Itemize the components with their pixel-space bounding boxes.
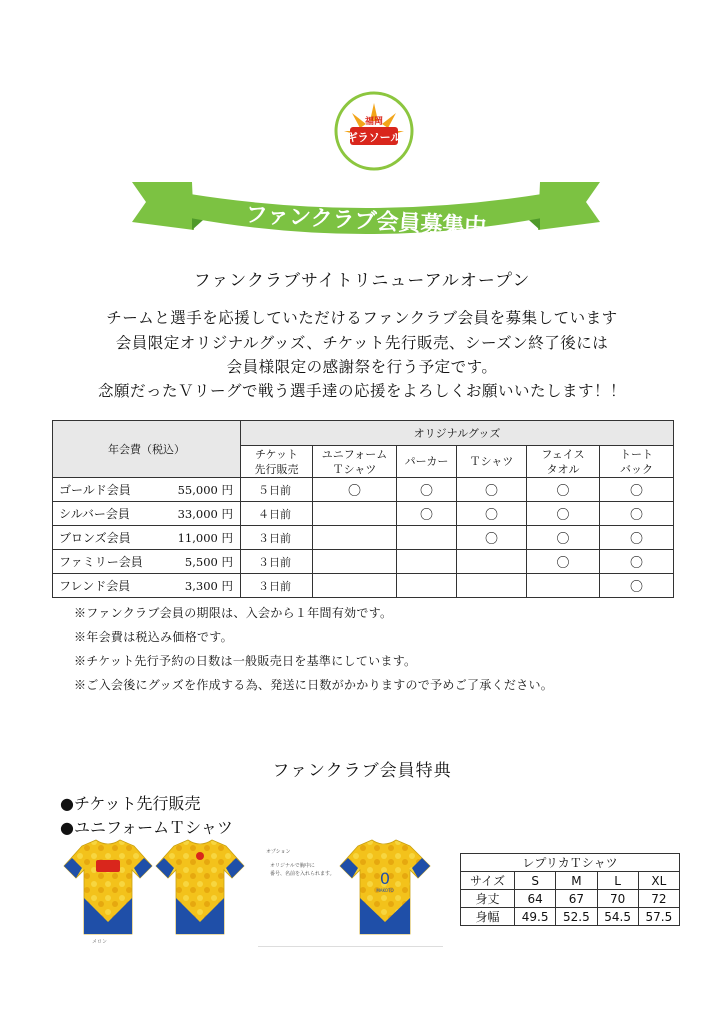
fee-header: 年会費（税込） (53, 421, 241, 478)
option-desc: 番号、名前を入れられます。 (270, 871, 335, 877)
shirt-number: 0 (379, 869, 391, 888)
perk-item: ●チケット先行販売 (60, 794, 201, 813)
col-uniform: ユニフォーム Ｔシャツ (313, 446, 397, 478)
intro-line: チームと選手を応援していただけるファンクラブ会員を募集しています (106, 309, 618, 327)
mark-cell: 〇 (600, 478, 674, 502)
mark-cell (397, 526, 457, 550)
ticket-days: ３日前 (241, 574, 313, 598)
member-price: 5,500 円 (184, 555, 233, 569)
note: ※ご入会後にグッズを作成する為、発送に日数がかかりますので予めご了承ください。 (74, 678, 554, 692)
note: ※ファンクラブ会員の期限は、入会から１年間有効です。 (74, 606, 393, 620)
option-desc: オリジナルで胸中に (270, 863, 315, 869)
col-tote: トート バック (600, 446, 674, 478)
section-subtitle: ファンクラブサイトリニューアルオープン (193, 271, 531, 291)
mark-cell: 〇 (527, 478, 600, 502)
shirt-option (338, 838, 433, 938)
option-label: オプション (266, 849, 291, 855)
note: ※チケット先行予約の日数は一般販売日を基準にしています。 (74, 654, 417, 668)
mark-cell: 〇 (600, 502, 674, 526)
mark-cell: 〇 (397, 502, 457, 526)
front-caption: メロン (92, 939, 108, 945)
mark-cell: 〇 (600, 550, 674, 574)
member-price: 33,000 円 (177, 507, 233, 521)
shirt-name: MAKOTO (376, 888, 394, 893)
mark-cell: 〇 (457, 502, 527, 526)
mark-cell (313, 550, 397, 574)
mark-cell: 〇 (527, 502, 600, 526)
mark-cell: 〇 (600, 574, 674, 598)
mark-cell (457, 574, 527, 598)
uniform-shirt-images (62, 838, 247, 946)
table-row: サイズ S M L XL (461, 872, 680, 890)
table-row: 身幅 49.5 52.5 54.5 57.5 (461, 908, 680, 926)
svg-text:ギラソール: ギラソール (346, 131, 402, 144)
member-name: ブロンズ会員 (59, 531, 131, 545)
member-price: 55,000 円 (177, 483, 233, 497)
mark-cell (397, 550, 457, 574)
mark-cell (527, 574, 600, 598)
member-name: ゴールド会員 (59, 483, 131, 497)
mark-cell (313, 502, 397, 526)
size-table (460, 853, 680, 926)
member-name: フレンド会員 (59, 579, 131, 593)
col-tshirt: Ｔシャツ (457, 446, 527, 478)
option-image (258, 838, 443, 947)
shirt-front (64, 840, 152, 934)
mark-cell: 〇 (397, 478, 457, 502)
intro-line: 念願だったＶリーグで戦う選手達の応援をよろしくお願いいたします！！ (97, 382, 626, 400)
mark-cell (313, 526, 397, 550)
intro-line: 会員様限定の感謝祭を行う予定です。 (226, 358, 498, 376)
mark-cell: 〇 (527, 526, 600, 550)
banner-text: ファンクラブ会員募集中 (244, 202, 487, 241)
membership-table (52, 420, 674, 598)
goods-header: オリジナルグッズ (241, 421, 674, 446)
banner-ribbon (132, 160, 600, 250)
col-towel: フェイス タオル (527, 446, 600, 478)
mark-cell (397, 574, 457, 598)
intro-line: 会員限定オリジナルグッズ、チケット先行販売、シーズン終了後には (115, 334, 609, 352)
ticket-days: ４日前 (241, 502, 313, 526)
member-price: 11,000 円 (177, 531, 233, 545)
svg-text:福岡: 福岡 (364, 117, 384, 127)
mark-cell: 〇 (313, 478, 397, 502)
member-name: ファミリー会員 (59, 555, 143, 569)
table-row (53, 550, 674, 574)
mark-cell: 〇 (457, 478, 527, 502)
table-row (53, 574, 674, 598)
ticket-days: ５日前 (241, 478, 313, 502)
member-price: 3,300 円 (184, 579, 233, 593)
mark-cell (457, 550, 527, 574)
member-name: シルバー会員 (59, 507, 130, 521)
table-row (53, 478, 674, 502)
table-row: 身丈 64 67 70 72 (461, 890, 680, 908)
shirt-back (156, 840, 244, 934)
ticket-days: ３日前 (241, 526, 313, 550)
mark-cell: 〇 (457, 526, 527, 550)
size-table-title: レプリカＴシャツ (461, 854, 680, 872)
col-ticket: チケット 先行販売 (241, 446, 313, 478)
team-logo (322, 91, 426, 171)
mark-cell (313, 574, 397, 598)
perk-item: ●ユニフォームＴシャツ (60, 818, 233, 837)
table-row (53, 502, 674, 526)
mark-cell: 〇 (527, 550, 600, 574)
table-row (53, 526, 674, 550)
perks-title: ファンクラブ会員特典 (272, 761, 452, 781)
note: ※年会費は税込み価格です。 (74, 630, 233, 644)
col-parka: パーカー (397, 446, 457, 478)
ticket-days: ３日前 (241, 550, 313, 574)
mark-cell: 〇 (600, 526, 674, 550)
